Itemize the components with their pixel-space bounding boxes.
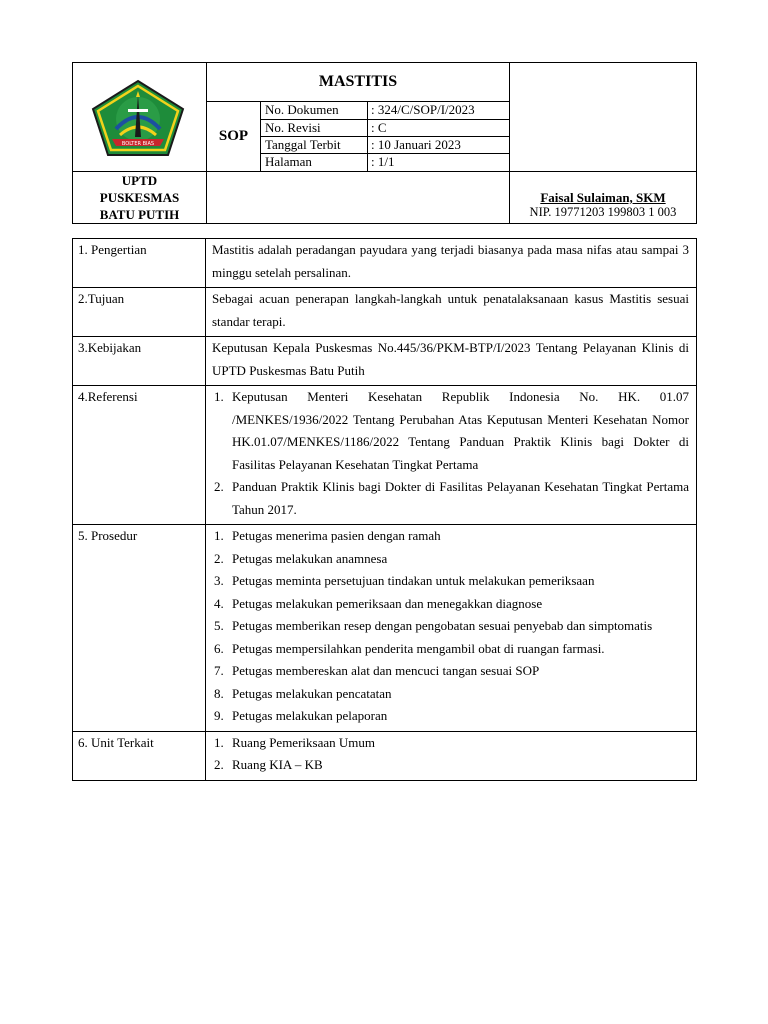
list-number: 7. xyxy=(214,663,224,678)
list-text: Keputusan Menteri Kesehatan Republik Indonesia No. HK. 01.07 /MENKES/1936/2022 Tentang Perubahan Atas Keputusan Menteri Kesehatan Nomor HK.01.07/MENKES/1186/2022 Tentang Panduan Praktik Klinis bagi Dokter di Fasilitas Pelayanan Kesehatan Tingkat Pertama xyxy=(232,389,689,472)
section-row-tujuan xyxy=(73,288,697,337)
list-text: Petugas menerima pasien dengan ramah xyxy=(232,528,441,543)
logo-cell xyxy=(73,63,206,171)
list-item xyxy=(212,660,689,683)
list-item xyxy=(212,705,689,728)
sop-header xyxy=(72,62,697,224)
meta-key: Halaman xyxy=(265,154,312,169)
list-number: 9. xyxy=(214,708,224,723)
org-line: PUSKESMAS xyxy=(99,190,180,205)
signature-block xyxy=(509,171,697,225)
meta-row-issue-date xyxy=(260,136,509,153)
list-number: 3. xyxy=(214,573,224,588)
signer-name: Faisal Sulaiman, SKM xyxy=(540,190,666,205)
list-number: 1. xyxy=(214,734,224,750)
list-number: 1. xyxy=(214,528,224,543)
list-item xyxy=(212,593,689,616)
list-number: 1. xyxy=(214,389,224,404)
org-line: BATU PUTIH xyxy=(99,207,180,222)
list-item xyxy=(212,570,689,593)
meta-value: : 324/C/SOP/I/2023 xyxy=(371,102,475,117)
list-number: 4. xyxy=(214,595,224,611)
list-text: Ruang KIA – KB xyxy=(232,757,323,772)
list-text: Panduan Praktik Klinis bagi Dokter di Fasilitas Pelayanan Kesehatan Tingkat Pertama Tahun 2017. xyxy=(232,479,689,517)
section-row-unit-terkait xyxy=(73,731,697,780)
list-number: 5. xyxy=(214,618,224,633)
list-text: Petugas mempersilahkan penderita mengambil obat di ruangan farmasi. xyxy=(232,640,605,656)
list-item xyxy=(212,525,689,548)
procedure-list xyxy=(212,525,689,728)
section-text: Sebagai acuan penerapan langkah-langkah untuk penatalaksanaan kasus Mastitis sesuai standar terapi. xyxy=(212,291,689,329)
list-item xyxy=(212,615,689,638)
section-label: 4.Referensi xyxy=(73,386,206,525)
regency-logo xyxy=(90,79,186,157)
list-item xyxy=(212,548,689,571)
meta-row-document-number xyxy=(260,101,509,118)
signer-nip: NIP. 19771203 199803 1 003 xyxy=(529,205,677,219)
meta-value: : 10 Januari 2023 xyxy=(371,137,461,152)
list-number: 2. xyxy=(214,550,224,566)
list-text: Petugas membereskan alat dan mencuci tangan sesuai SOP xyxy=(232,663,540,678)
list-number: 2. xyxy=(214,757,224,772)
section-label: 1. Pengertian xyxy=(73,239,206,288)
meta-value: : C xyxy=(371,120,387,135)
section-label: 2.Tujuan xyxy=(73,288,206,337)
section-label: 6. Unit Terkait xyxy=(73,731,206,780)
section-text: Keputusan Kepala Puskesmas No.445/36/PKM-BTP/I/2023 Tentang Pelayanan Klinis di UPTD Puskesmas Batu Putih xyxy=(212,340,689,378)
list-text: Petugas meminta persetujuan tindakan untuk melakukan pemeriksaan xyxy=(232,573,595,588)
related-unit-list xyxy=(212,732,689,777)
section-row-kebijakan xyxy=(73,337,697,386)
section-text: Mastitis adalah peradangan payudara yang terjadi biasanya pada masa nifas atau sampai 3 minggu setelah persalinan. xyxy=(212,242,689,280)
list-text: Petugas melakukan pemeriksaan dan menegakkan diagnose xyxy=(232,595,543,611)
section-row-referensi xyxy=(73,386,697,525)
list-text: Petugas melakukan anamnesa xyxy=(232,550,388,566)
list-item xyxy=(212,476,689,521)
meta-row-revision xyxy=(260,119,509,136)
section-row-prosedur xyxy=(73,525,697,732)
section-label: 3.Kebijakan xyxy=(73,337,206,386)
list-item xyxy=(212,683,689,706)
list-item xyxy=(212,638,689,661)
meta-key: No. Revisi xyxy=(265,120,321,135)
organization-name xyxy=(73,171,206,226)
section-label: 5. Prosedur xyxy=(73,525,206,732)
list-item xyxy=(212,386,689,476)
list-text: Petugas memberikan resep dengan pengobatan sesuai penyebab dan simptomatis xyxy=(232,618,653,633)
list-text: Petugas melakukan pelaporan xyxy=(232,708,388,723)
meta-key: No. Dokumen xyxy=(265,102,339,117)
org-line: UPTD xyxy=(121,173,158,188)
list-text: Petugas melakukan pencatatan xyxy=(232,685,392,701)
meta-key: Tanggal Terbit xyxy=(265,137,341,152)
document-title: MASTITIS xyxy=(318,73,398,90)
meta-row-page xyxy=(260,153,509,170)
reference-list xyxy=(212,386,689,521)
list-text: Ruang Pemeriksaan Umum xyxy=(232,734,375,750)
list-item xyxy=(212,732,689,755)
list-number: 2. xyxy=(214,479,224,494)
list-number: 6. xyxy=(214,640,224,656)
meta-value: : 1/1 xyxy=(371,154,395,169)
document-type: SOP xyxy=(218,128,249,144)
sop-content-table xyxy=(72,238,697,781)
list-item xyxy=(212,754,689,777)
list-number: 8. xyxy=(214,685,224,701)
section-row-pengertian xyxy=(73,239,697,288)
logo-banner-text: BOLTER BIAS xyxy=(121,141,155,147)
